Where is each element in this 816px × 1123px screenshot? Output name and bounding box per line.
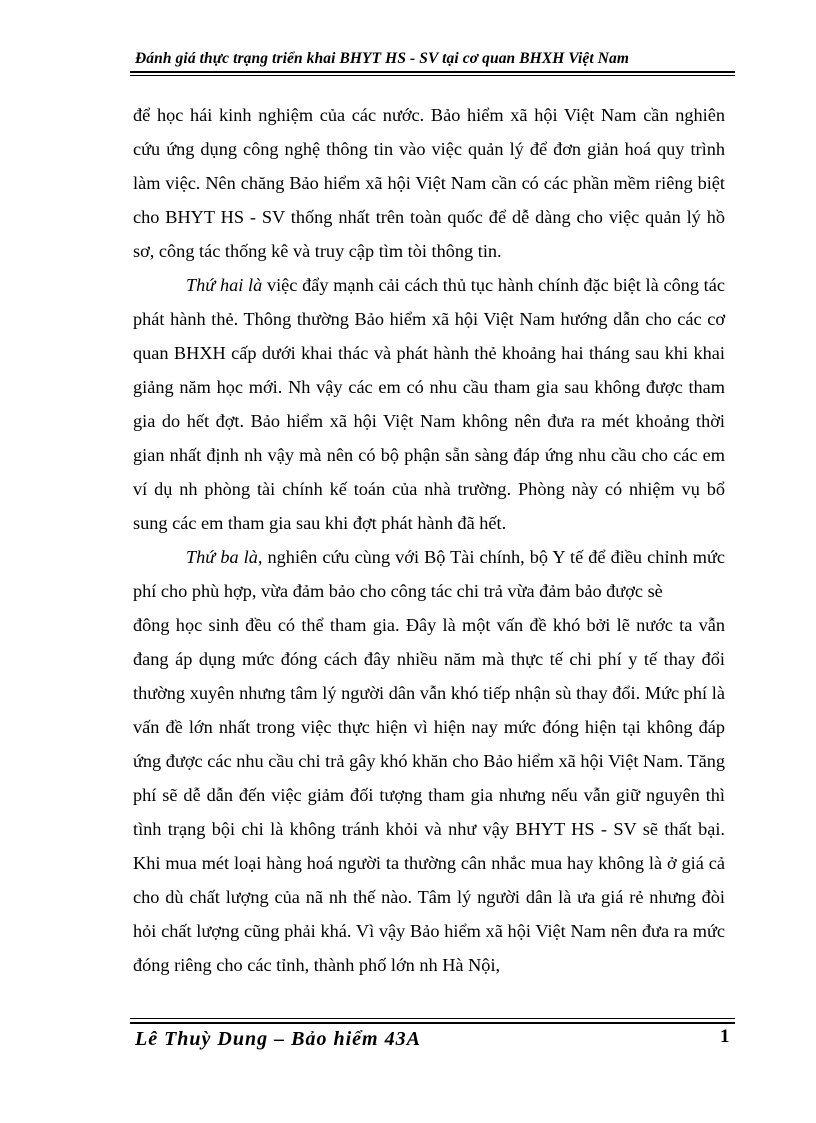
paragraph-2-lead: Thứ hai là	[186, 275, 263, 295]
body-text	[133, 98, 725, 982]
paragraph-2	[133, 268, 725, 540]
header-rule-thin	[130, 75, 735, 76]
footer-rule-thick	[130, 1022, 735, 1024]
paragraph-1: để học hái kinh nghiệm của các nước. Bảo hiểm xã hội Việt Nam cần nghiên cứu ứng dụng công nghệ thông tin vào việc quản lý để đơn giản hoá quy trình làm việc. Nên chăng Bảo hiểm xã hội Việt Nam cần có các phần mềm riêng biệt cho BHYT HS - SV thống nhất trên toàn quốc để dễ dàng cho việc quản lý hồ sơ, công tác thống kê và truy cập tìm tòi thông tin.	[133, 105, 725, 261]
footer-rule-thin	[130, 1018, 735, 1019]
paragraph-2-text: việc đẩy mạnh cải cách thủ tục hành chính đặc biệt là công tác phát hành thẻ. Thông thường Bảo hiểm xã hội Việt Nam hướng dẫn cho các cơ quan BHXH cấp dưới khai thác và phát hành thẻ khoảng hai tháng sau khi khai giảng năm học mới. Nh vậy các em có nhu cầu tham gia sau không được tham gia do hết đợt. Bảo hiểm xã hội Việt Nam không nên đưa ra mét khoảng thời gian nhất định nh vậy mà nên có bộ phận sẵn sàng đáp ứng nhu cầu cho các em ví dụ nh phòng tài chính kế toán của nhà trường. Phòng này có nhiệm vụ bổ sung các em tham gia sau khi đợt phát hành đã hết.	[133, 275, 725, 533]
running-header: Đánh giá thực trạng triển khai BHYT HS - SV tại cơ quan BHXH Việt Nam	[135, 50, 630, 67]
paragraph-3-text: nghiên cứu cùng với Bộ Tài chính, bộ Y tế để điều chỉnh mức phí cho phù hợp, vừa đảm bảo cho công tác chi trả vừa đảm bảo được sè	[133, 547, 726, 601]
paragraph-3-lead: Thứ ba là,	[186, 547, 263, 567]
header-rule-thick	[130, 71, 735, 73]
footer-author: Lê Thuỳ Dung – Bảo hiểm 43A	[135, 1028, 421, 1050]
paragraph-4: đông học sinh đều có thể tham gia. Đây là một vấn đề khó bởi lẽ nước ta vẫn đang áp dụng mức đóng cách đây nhiều năm mà thực tế chi phí y tế thay đổi thường xuyên nhưng tâm lý người dân vẫn khó tiếp nhận sù thay đổi. Mức phí là vấn đề lớn nhất trong việc thực hiện vì hiện nay mức đóng hiện tại không đáp ứng được các nhu cầu chi trả gây khó khăn cho Bảo hiểm xã hội Việt Nam. Tăng phí sẽ dễ dẫn đến việc giảm đối tượng tham gia nhưng nếu vẫn giữ nguyên thì tình trạng bội chi là không tránh khỏi và như vậy BHYT HS - SV sẽ thất bại. Khi mua mét loại hàng hoá người ta thường cân nhắc mua hay không là ở giá cả cho dù chất lượng của nã nh thế nào. Tâm lý người dân là ưa giá rẻ nhưng đòi hỏi chất lượng cũng phải khá. Vì vậy Bảo hiểm xã hội Việt Nam nên đưa ra mức đóng riêng cho các tỉnh, thành phố lớn nh Hà Nội,	[133, 615, 725, 975]
paragraph-3	[133, 540, 725, 608]
page-number: 1	[720, 1026, 730, 1047]
